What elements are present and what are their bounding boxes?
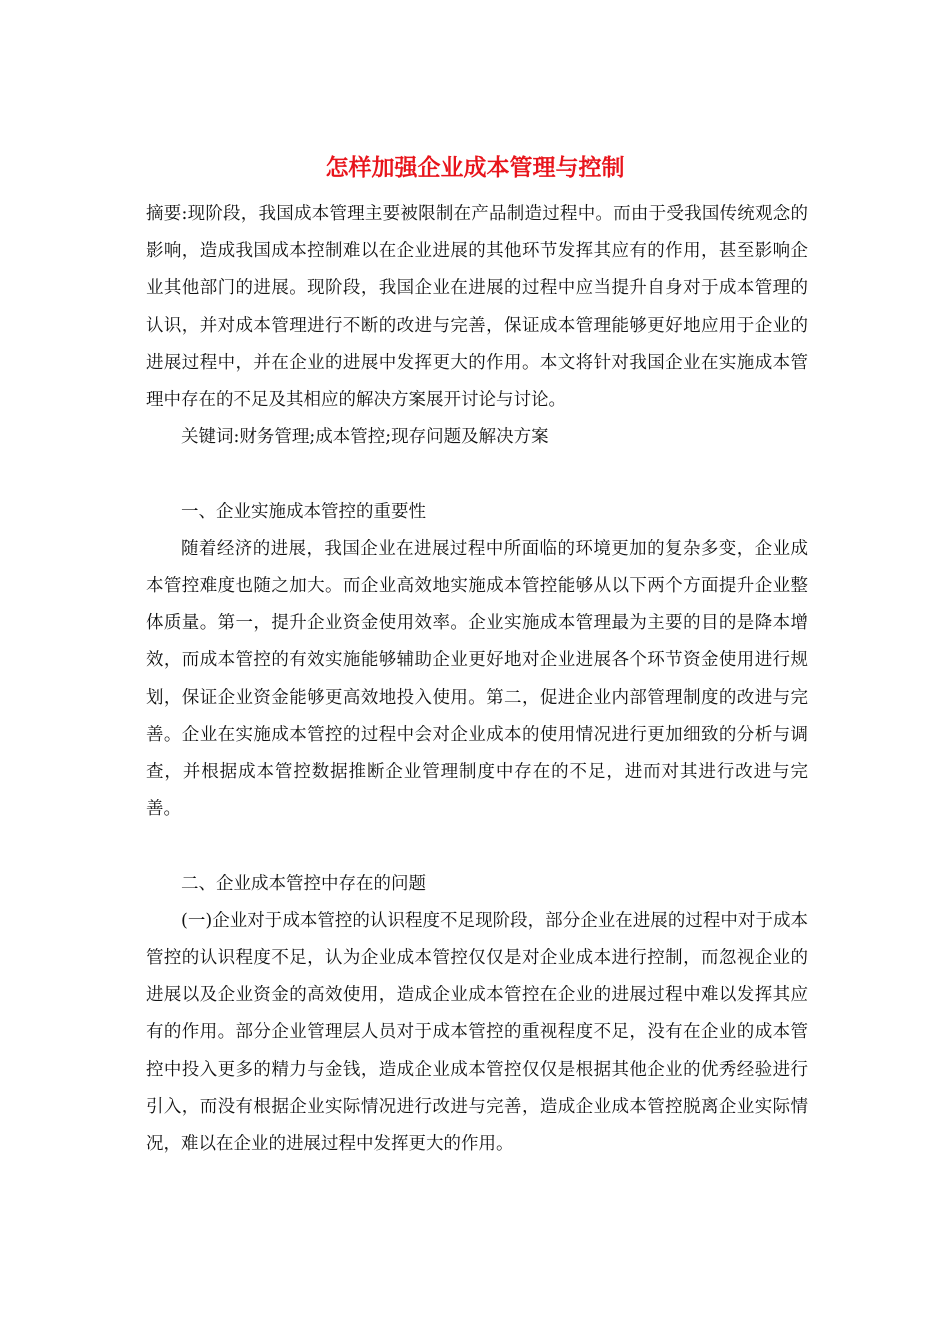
document-body	[146, 196, 808, 1163]
document-title: 怎样加强企业成本管理与控制	[325, 154, 625, 181]
section-paragraph: 随着经济的进展，我国企业在进展过程中所面临的环境更加的复杂多变，企业成本管控难度也随之加大。而企业高效地实施成本管控能够从以下两个方面提升企业整体质量。第一，提升企业资金使用效率。企业实施成本管理最为主要的目的是降本增效，而成本管控的有效实施能够辅助企业更好地对企业进展各个环节资金使用进行规划，保证企业资金能够更高效地投入使用。第二，促进企业内部管理制度的改进与完善。企业在实施成本管控的过程中会对企业成本的使用情况进行更加细致的分析与调查，并根据成本管控数据推断企业管理制度中存在的不足，进而对其进行改进与完善。	[146, 538, 808, 820]
section-paragraph: (一)企业对于成本管控的认识程度不足现阶段，部分企业在进展的过程中对于成本管控的认识程度不足，认为企业成本管控仅仅是对企业成本进行控制，而忽视企业的进展以及企业资金的高效使用，造成企业成本管控在企业的进展过程中难以发挥其应有的作用。部分企业管理层人员对于成本管控的重视程度不足，没有在企业的成本管控中投入更多的精力与金钱，造成企业成本管控仅仅是根据其他企业的优秀经验进行引入，而没有根据企业实际情况进行改进与完善，造成企业成本管控脱离企业实际情况，难以在企业的进展过程中发挥更大的作用。	[146, 910, 808, 1155]
section-heading: 一、企业实施成本管控的重要性	[181, 501, 426, 522]
section-heading: 二、企业成本管控中存在的问题	[181, 873, 426, 894]
keywords-paragraph: 关键词:财务管理;成本管控;现存问题及解决方案	[181, 427, 549, 448]
paragraph-spacer	[146, 828, 808, 865]
abstract-paragraph: 摘要:现阶段，我国成本管理主要被限制在产品制造过程中。而由于受我国传统观念的影响，造成我国成本控制难以在企业进展的其他环节发挥其应有的作用，甚至影响企业其他部门的进展。现阶段，我国企业在进展的过程中应当提升自身对于成本管理的认识，并对成本管理进行不断的改进与完善，保证成本管理能够更好地应用于企业的进展过程中，并在企业的进展中发挥更大的作用。本文将针对我国企业在实施成本管理中存在的不足及其相应的解决方案展开讨论与讨论。	[146, 204, 808, 411]
paragraph-spacer	[146, 456, 808, 493]
